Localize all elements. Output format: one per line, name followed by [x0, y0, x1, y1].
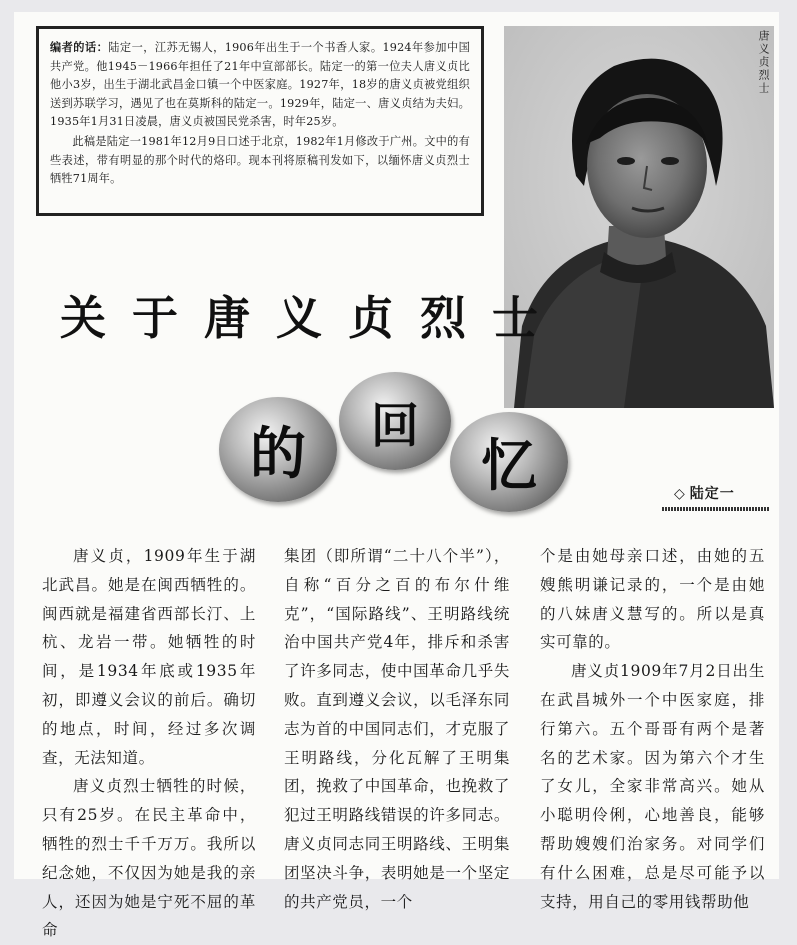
paragraph: 唐义贞，1909年生于湖北武昌。她是在闽西牺牲的。闽西就是福建省西部长汀、上杭、龙岩一带。她牺牲的时间，是1934年底或1935年初，即遵义会议的前后。确切的地点，时间，经过多次调查，无法知道。 — [42, 547, 256, 767]
editor-note-text: 陆定一，江苏无锡人，1906年出生于一个书香人家。1924年参加中国共产党。他1945－1966年担任了21年中宣部部长。陆定一的第一位夫人唐义贞比他小3岁，出生于湖北武昌金口镇一个中医家庭。1927年，18岁的唐义贞被党组织送到苏联学习，遇见了也在莫斯科的陆定一。1929年，陆定一、唐义贞结为夫妇。1935年1月31日凌晨，唐义贞被国民党杀害，时年25岁。 — [50, 41, 470, 129]
editor-note-box — [36, 26, 484, 216]
diamond-icon: ◇ — [674, 486, 686, 502]
magazine-page — [14, 12, 779, 940]
text-column-3 — [540, 542, 765, 916]
text-column-2 — [284, 542, 510, 916]
author-byline — [674, 483, 735, 503]
author-underline — [662, 507, 770, 511]
title-ball-2: 回 — [339, 372, 451, 470]
paragraph: 唐义贞1909年7月2日出生在武昌城外一个中医家庭，排行第六。五个哥哥有两个是著名的艺术家。因为第六个才生了女儿，全家非常高兴。她从小聪明伶俐，心地善良，能够帮助嫂嫂们治家务。对同学们有什么困难，总是尽可能予以支持，用自己的零用钱帮助他 — [540, 662, 765, 911]
photo-caption: 唐义贞烈士 — [757, 30, 770, 95]
paragraph: 唐义贞烈士牺牲的时候，只有25岁。在民主革命中，牺牲的烈士千千万万。我所以纪念她，不仅因为她是我的亲人，还因为她是宁死不屈的革命 — [42, 777, 256, 940]
editor-note-label: 编者的话： — [50, 40, 109, 54]
editor-note-second-paragraph: 此稿是陆定一1981年12月9日口述于北京，1982年1月修改于广州。文中的有些表述，带有明显的那个时代的烙印。现本刊将原稿刊发如下，以缅怀唐义贞烈士牺牲71周年。 — [50, 134, 470, 186]
paragraph: 集团（即所谓“二十八个半”），自称“百分之百的布尔什维克”，“国际路线”、王明路线统治中国共产党4年，排斥和杀害了许多同志，使中国革命几乎失败。直到遵义会议，以毛泽东同志为首的中国同志们，才克服了王明路线，分化瓦解了王明集团，挽救了中国革命，也挽救了犯过王明路线错误的许多同志。唐义贞同志同王明路线、王明集团坚决斗争，表明她是一个坚定的共产党员，一个 — [284, 547, 510, 911]
title-ball-3: 忆 — [450, 412, 568, 512]
author-name: 陆定一 — [689, 486, 735, 502]
editor-note-paragraph — [50, 38, 470, 132]
portrait-photo — [504, 26, 774, 408]
article-title: 关于唐义贞烈士 — [60, 291, 564, 345]
title-ball-1: 的 — [219, 397, 337, 502]
paragraph: 个是由她母亲口述，由她的五嫂熊明谦记录的，一个是由她的八妹唐义慧写的。所以是真实可靠的。 — [540, 547, 765, 652]
text-column-1 — [42, 542, 256, 945]
